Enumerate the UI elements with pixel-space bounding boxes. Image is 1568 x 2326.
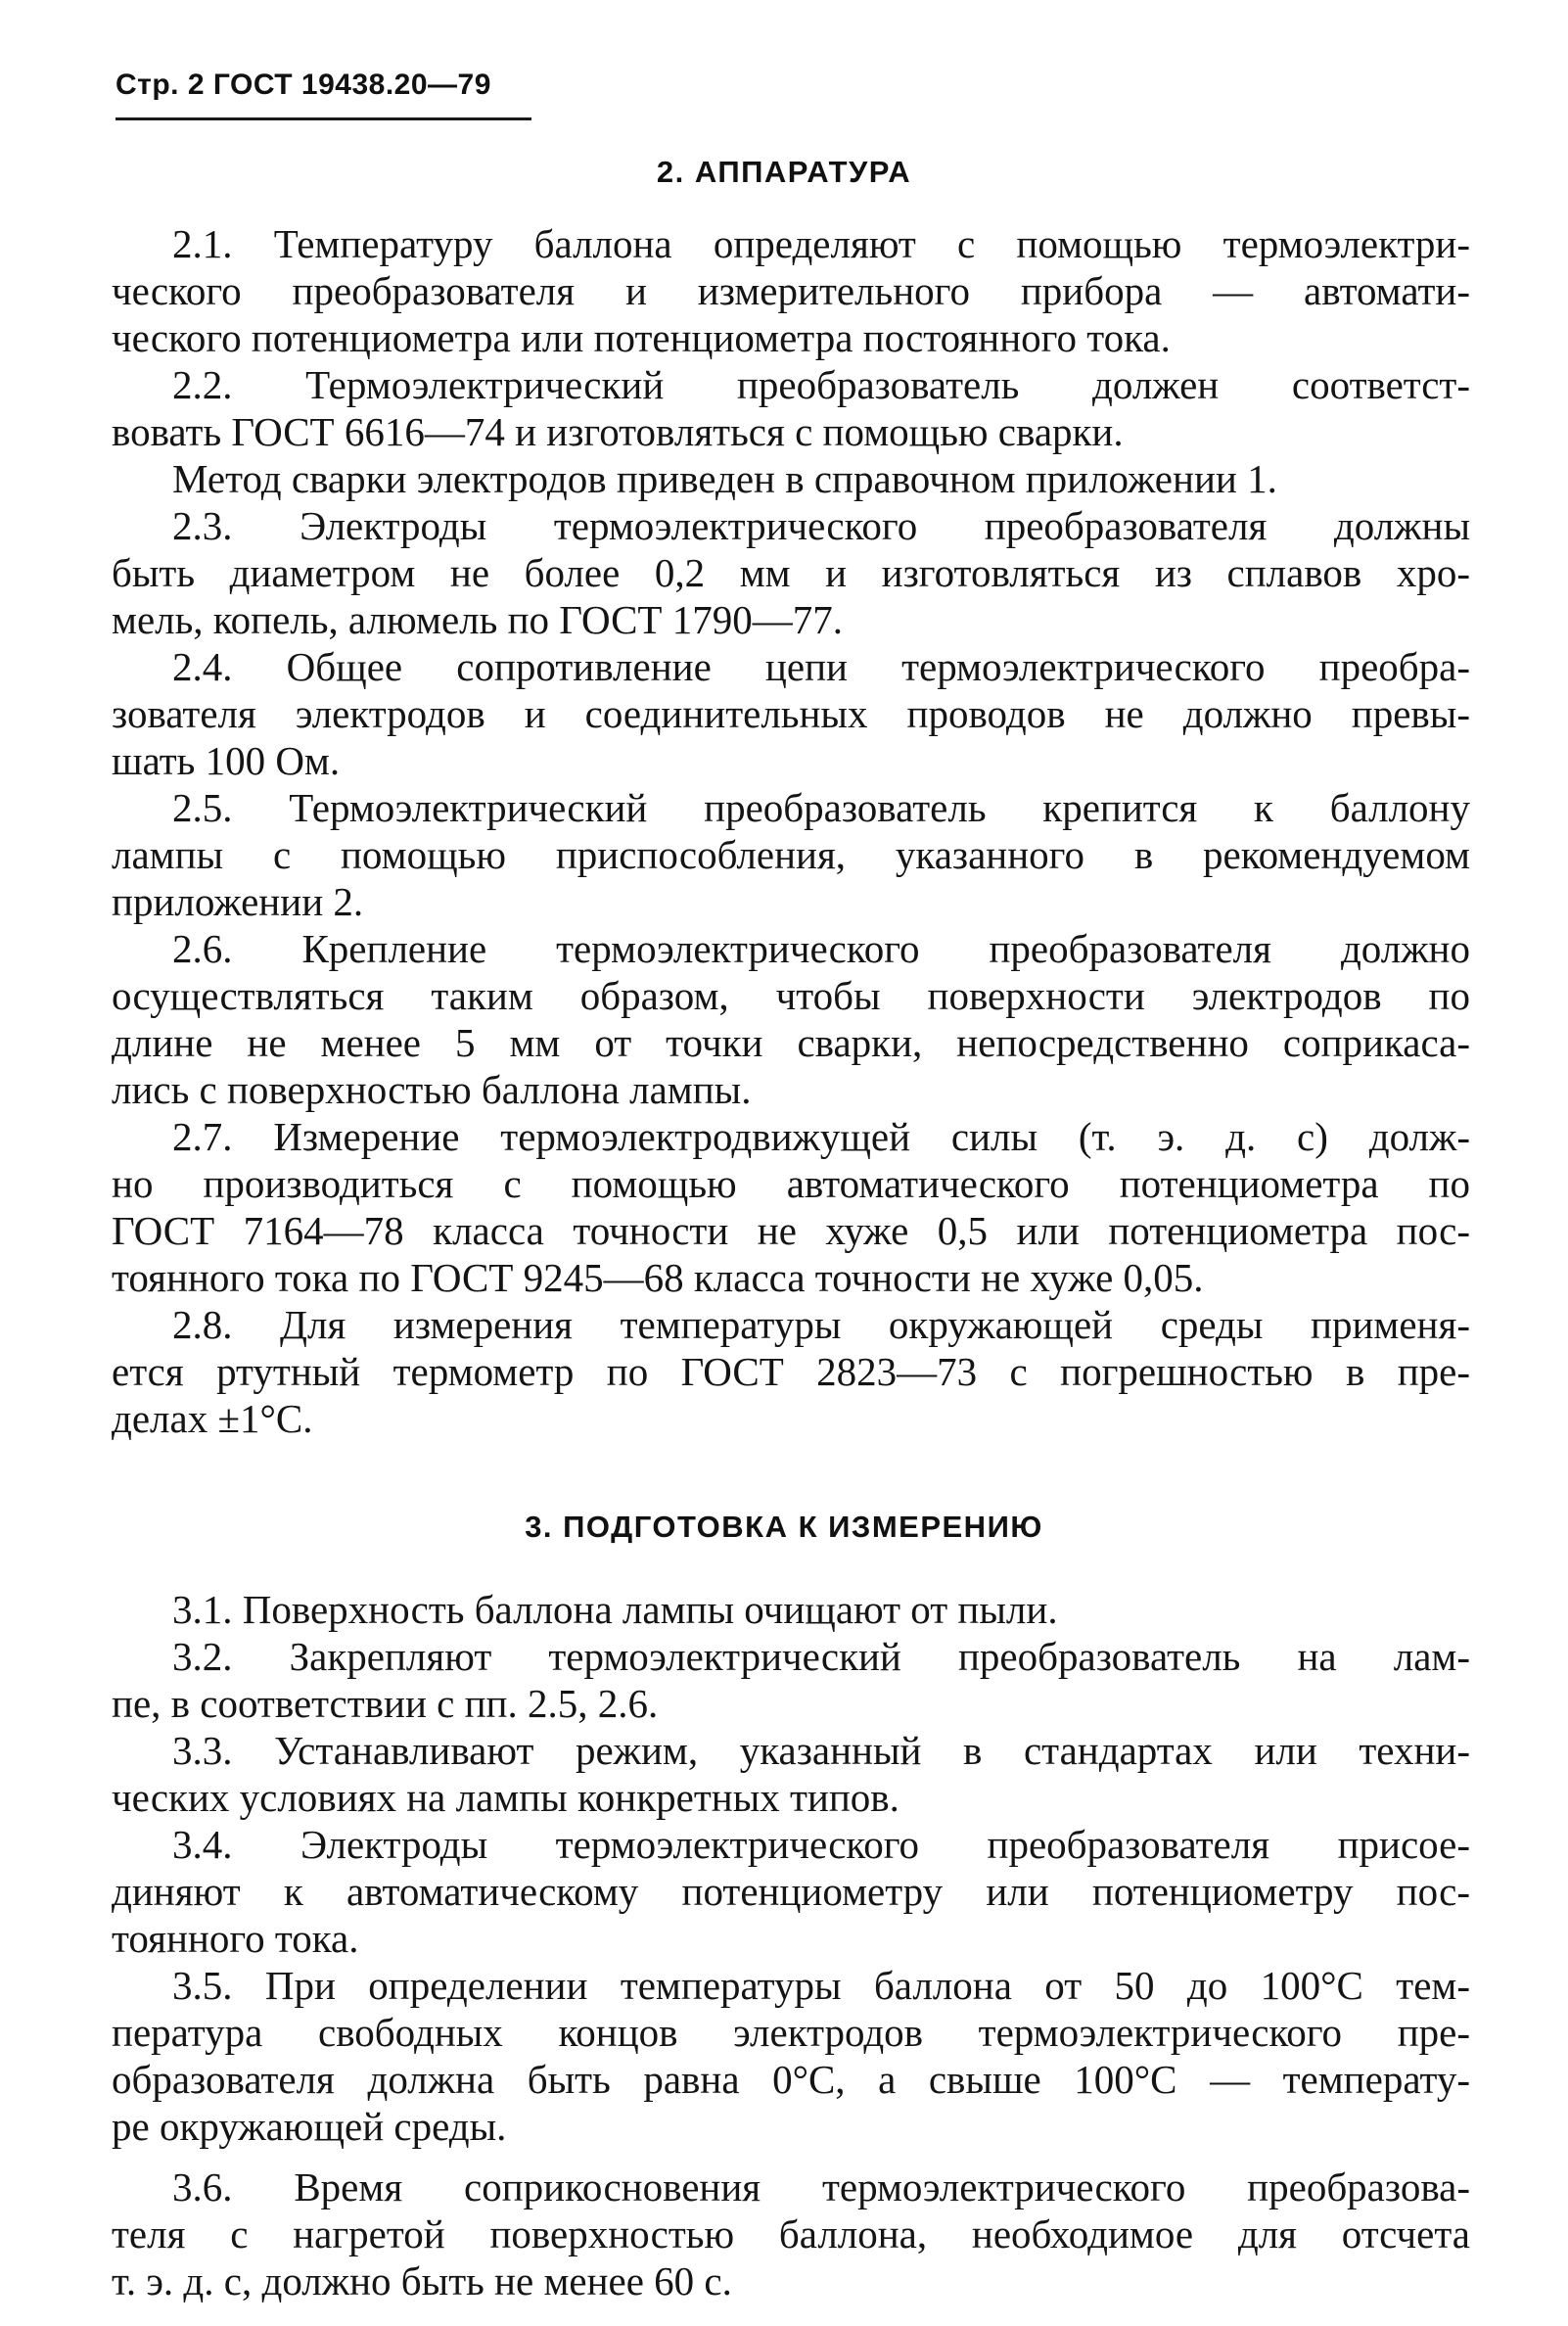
page-header: Стр. 2 ГОСТ 19438.20—79 <box>115 69 491 101</box>
text-line: ческого преобразователя и измерительного прибора — автомати- <box>112 268 1470 313</box>
section-title-apparatus: 2. АППАРАТУРА <box>656 155 912 189</box>
text-line: быть диаметром не более 0,2 мм и изготовляться из сплавов хро- <box>112 550 1470 595</box>
text-line: осуществляться таким образом, чтобы поверхности электродов по <box>112 973 1470 1018</box>
text-line: 3.5. При определении температуры баллона от 50 до 100°С тем- <box>172 1963 1470 2008</box>
text-line: 2.2. Термоэлектрический преобразователь должен соответст- <box>172 362 1470 407</box>
text-line: ре окружающей среды. <box>112 2104 507 2149</box>
text-line: 2.6. Крепление термоэлектрического преобразователя должно <box>172 926 1470 971</box>
text-line: 3.6. Время соприкосновения термоэлектрического преобразова- <box>172 2164 1470 2210</box>
text-line: 2.3. Электроды термоэлектрического преобразователя должны <box>172 503 1470 548</box>
text-line: ГОСТ 7164—78 класса точности не хуже 0,5 или потенциометра пос- <box>112 1208 1470 1253</box>
text-line: приложении 2. <box>112 879 364 924</box>
text-line: т. э. д. с, должно быть не менее 60 с. <box>112 2258 732 2303</box>
text-line: Метод сварки электродов приведен в справочном приложении 1. <box>172 456 1277 501</box>
text-line: тоянного тока. <box>112 1916 359 1961</box>
text-line: пе, в соответствии с пп. 2.5, 2.6. <box>112 1681 659 1726</box>
text-line: лампы с помощью приспособления, указанного в рекомендуемом <box>112 832 1470 877</box>
text-line: 2.5. Термоэлектрический преобразователь крепится к баллону <box>172 785 1470 830</box>
text-line: пература свободных концов электродов термоэлектрического пре- <box>112 2010 1470 2055</box>
text-line: 3.3. Устанавливают режим, указанный в стандартах или техни- <box>172 1728 1470 1773</box>
text-line: шать 100 Ом. <box>112 738 341 783</box>
text-line: делах ±1°С. <box>112 1396 313 1441</box>
header-rule <box>115 117 531 120</box>
text-line: ческих условиях на лампы конкретных типов. <box>112 1775 899 1820</box>
text-line: ется ртутный термометр по ГОСТ 2823—73 с погрешностью в пре- <box>112 1349 1470 1394</box>
text-line: 2.4. Общее сопротивление цепи термоэлектрического преобра- <box>172 644 1470 689</box>
text-line: 2.8. Для измерения температуры окружающей среды применя- <box>172 1302 1470 1347</box>
text-line: вовать ГОСТ 6616—74 и изготовляться с помощью сварки. <box>112 409 1124 454</box>
text-line: лись с поверхностью баллона лампы. <box>112 1067 752 1112</box>
text-line: 3.2. Закрепляют термоэлектрический преобразователь на лам- <box>172 1634 1470 1679</box>
text-line: 3.4. Электроды термоэлектрического преобразователя присое- <box>172 1822 1470 1867</box>
text-line: ческого потенциометра или потенциометра постоянного тока. <box>112 315 1171 360</box>
text-line: 2.1. Температуру баллона определяют с помощью термоэлектри- <box>172 221 1470 266</box>
text-line: 2.7. Измерение термоэлектродвижущей силы (т. э. д. с) долж- <box>172 1114 1470 1159</box>
text-line: диняют к автоматическому потенциометру или потенциометру пос- <box>112 1869 1470 1914</box>
text-line: образователя должна быть равна 0°С, а свыше 100°С — температу- <box>112 2057 1470 2102</box>
text-line: теля с нагретой поверхностью баллона, необходимое для отсчета <box>112 2211 1470 2256</box>
text-line: тоянного тока по ГОСТ 9245—68 класса точности не хуже 0,05. <box>112 1255 1204 1300</box>
text-line: зователя электродов и соединительных проводов не должно превы- <box>112 691 1470 736</box>
text-line: мель, копель, алюмель по ГОСТ 1790—77. <box>112 597 843 642</box>
section-title-preparation: 3. ПОДГОТОВКА К ИЗМЕРЕНИЮ <box>525 1510 1043 1544</box>
text-line: 3.1. Поверхность баллона лампы очищают от пыли. <box>172 1587 1058 1632</box>
text-line: но производиться с помощью автоматического потенциометра по <box>112 1161 1470 1206</box>
text-line: длине не менее 5 мм от точки сварки, непосредственно соприкаса- <box>112 1020 1470 1065</box>
